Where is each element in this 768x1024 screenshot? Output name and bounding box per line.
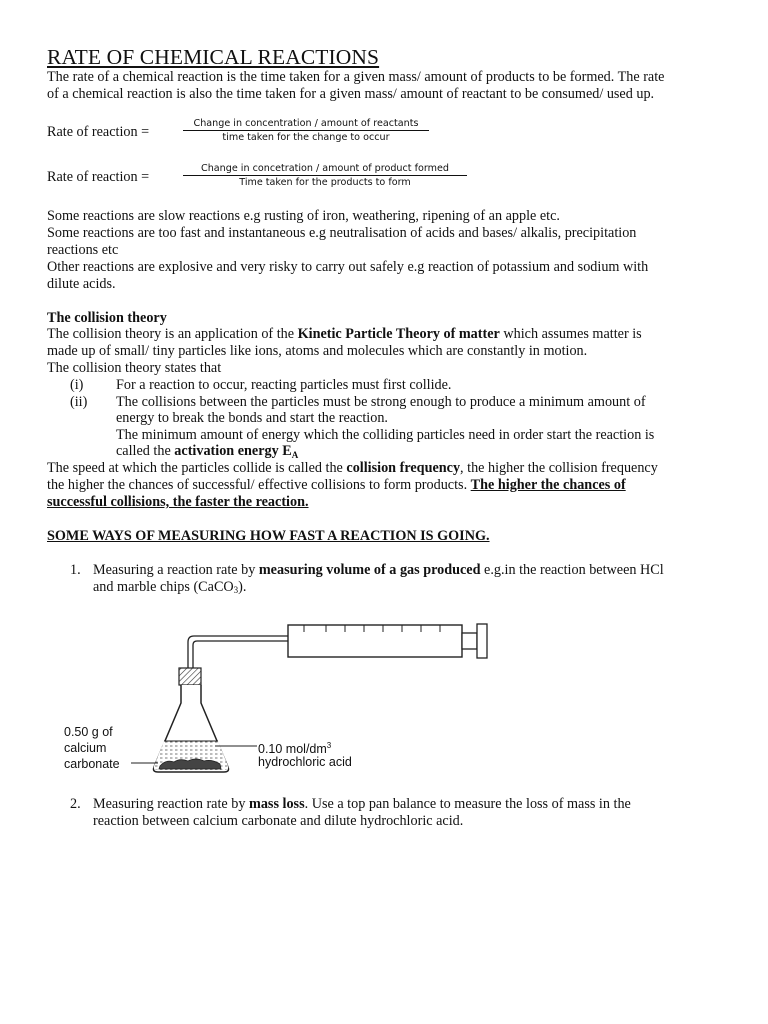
page-title: RATE OF CHEMICAL REACTIONS	[47, 45, 380, 69]
calcium-carbonate-label-line-1: 0.50 g of	[64, 725, 113, 739]
measuring-item-1-end: e.g.in the reaction between HCl	[480, 562, 664, 578]
caco3-text: and marble chips (CaCO	[93, 579, 234, 595]
frequency-line-1	[47, 460, 658, 477]
measuring-item-1-number: 1.	[70, 562, 81, 578]
measuring-item-2-number: 2.	[70, 796, 81, 812]
collision-line-1-text: The collision theory is an application of the	[47, 326, 298, 342]
list-item-i-number: (i)	[70, 377, 84, 393]
reaction-types-line-5: dilute acids.	[47, 276, 116, 292]
measuring-item-1-line-1	[93, 562, 664, 579]
reaction-types-line-2: Some reactions are too fast and instantaneous e.g neutralisation of acids and bases/ alkalis, precipitation	[47, 225, 637, 241]
intro-line-1: The rate of a chemical reaction is the time taken for a given mass/ amount of products to be formed. The rate	[47, 69, 665, 85]
collision-heading: The collision theory	[47, 310, 167, 326]
measuring-item-2-end: . Use a top pan balance to measure the loss of mass in the	[304, 796, 631, 812]
hydrochloric-acid-label-line-2: hydrochloric acid	[258, 755, 352, 769]
kinetic-theory-term: Kinetic Particle Theory of matter	[297, 326, 500, 342]
caco3-subscript: 3	[233, 585, 239, 595]
collision-line-2: made up of small/ tiny particles like ions, atoms and molecules which are constantly in motion.	[47, 343, 588, 359]
frequency-line-1-end: , the higher the collision frequency	[460, 460, 658, 476]
measuring-item-2-line-2: reaction between calcium carbonate and dilute hydrochloric acid.	[93, 813, 464, 829]
mass-loss-term: mass loss	[249, 796, 305, 812]
measuring-item-1-line-2	[93, 579, 246, 597]
intro-line-2: of a chemical reaction is also the time taken for a given mass/ amount of reactant to be consumed/ used up.	[47, 86, 655, 102]
conclusion-part-2: successful collisions, the faster the reaction.	[47, 494, 309, 510]
formula-2-fraction	[183, 163, 467, 189]
activation-energy-lead: called the	[116, 443, 175, 459]
calcium-carbonate-label-line-2: calcium	[64, 741, 107, 755]
formula-1-fraction	[183, 118, 429, 144]
reaction-types-line-4: Other reactions are explosive and very risky to carry out safely e.g reaction of potassium and sodium with	[47, 259, 649, 275]
reaction-types-line-3: reactions etc	[47, 242, 119, 258]
collision-frequency-term: collision frequency	[346, 460, 461, 476]
gas-volume-term: measuring volume of a gas produced	[258, 562, 481, 578]
measuring-item-2-text: Measuring reaction rate by	[93, 796, 250, 812]
collision-line-1	[47, 326, 642, 343]
collision-line-1-end: which assumes matter is	[499, 326, 642, 342]
reaction-types-line-1: Some reactions are slow reactions e.g rusting of iron, weathering, ripening of an apple etc.	[47, 208, 560, 224]
formula-1-denominator: time taken for the change to occur	[183, 130, 429, 144]
measuring-item-1-text: Measuring a reaction rate by	[93, 562, 259, 578]
caco3-close: ).	[238, 579, 247, 595]
calcium-carbonate-label-line-3: carbonate	[64, 757, 120, 771]
acid-concentration: 0.10 mol/dm	[258, 742, 327, 757]
frequency-line-2	[47, 477, 626, 494]
acid-concentration-superscript: 3	[326, 741, 332, 750]
formula-1-label: Rate of reaction =	[47, 124, 150, 140]
activation-energy-subscript: A	[291, 450, 299, 460]
activation-energy-term: activation energy E	[174, 443, 292, 459]
conclusion-part-1: The higher the chances of	[470, 477, 626, 493]
measuring-item-2-line-1	[93, 796, 631, 813]
frequency-line-1-text: The speed at which the particles collide is called the	[47, 460, 347, 476]
list-item-ii-line-3: The minimum amount of energy which the colliding particles need in order start the reaction is	[116, 427, 655, 443]
formula-2-numerator: Change in concetration / amount of product formed	[201, 163, 449, 174]
list-item-i-text: For a reaction to occur, reacting particles must first collide.	[116, 377, 452, 393]
list-item-ii-line-1: The collisions between the particles must be strong enough to produce a minimum amount of	[116, 394, 646, 410]
list-item-ii-number: (ii)	[70, 394, 88, 410]
formula-1-numerator: Change in concentration / amount of reactants	[193, 118, 419, 129]
collision-line-3: The collision theory states that	[47, 360, 222, 376]
formula-2-denominator: Time taken for the products to form	[183, 175, 467, 189]
list-item-ii-line-4	[116, 443, 298, 461]
measuring-heading: SOME WAYS OF MEASURING HOW FAST A REACTION IS GOING.	[47, 528, 490, 544]
formula-2-label: Rate of reaction =	[47, 169, 150, 185]
frequency-line-2-text: the higher the chances of successful/ effective collisions to form products.	[47, 477, 471, 493]
list-item-ii-line-2: energy to break the bonds and start the reaction.	[116, 410, 388, 426]
